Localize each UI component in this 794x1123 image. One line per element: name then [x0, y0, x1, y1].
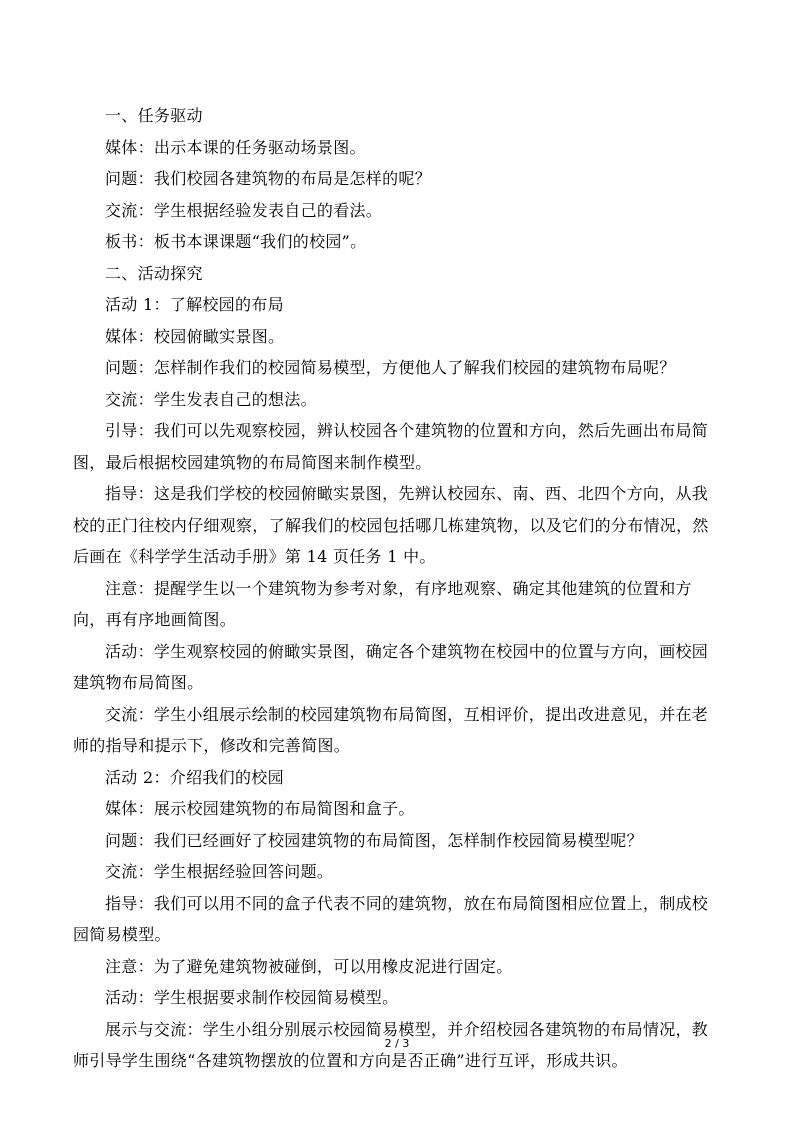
paragraph: 交流：学生小组展示绘制的校园建筑物布局简图，互相评价，提出改进意见，并在老师的指导和提示下，修改和完善简图。 — [73, 704, 709, 755]
paragraph: 活动：学生观察校园的俯瞰实景图，确定各个建筑物在校园中的位置与方向，画校园建筑物布局简图。 — [73, 641, 709, 692]
section-heading-activity-inquiry: 二、活动探究 — [105, 263, 203, 283]
paragraph: 媒体：出示本课的任务驱动场景图。 — [105, 137, 366, 157]
activity-heading-2: 活动 2：介绍我们的校园 — [105, 767, 284, 787]
paragraph: 展示与交流：学生小组分别展示校园简易模型，并介绍校园各建筑物的布局情况，教师引导学生围绕“各建筑物摆放的位置和方向是否正确”进行互评，形成共识。 — [73, 1019, 709, 1070]
paragraph: 注意：为了避免建筑物被碰倒，可以用橡皮泥进行固定。 — [105, 956, 513, 976]
activity-heading-1: 活动 1：了解校园的布局 — [105, 295, 284, 314]
paragraph: 媒体：校园俯瞰实景图。 — [105, 326, 285, 346]
paragraph: 注意：提醒学生以一个建筑物为参考对象，有序地观察、确定其他建筑的位置和方向，再有序地画简图。 — [73, 578, 692, 629]
paragraph: 交流：学生根据经验回答问题。 — [105, 862, 334, 881]
paragraph: 指导：这是我们学校的校园俯瞰实景图，先辨认校园东、南、西、北四个方向，从我校的正门往校内仔细观察，了解我们的校园包括哪几栋建筑物，以及它们的分布情况，然后画在《科学学生活动手册》第 14 页任务 1 中。 — [73, 484, 709, 566]
page-number: 2 / 3 — [384, 1037, 410, 1050]
paragraph: 板书：板书本课课题“我们的校园”。 — [105, 232, 367, 251]
paragraph: 交流：学生根据经验发表自己的看法。 — [105, 200, 383, 220]
section-heading-task-driven: 一、任务驱动 — [105, 106, 203, 125]
paragraph: 问题：怎样制作我们的校园简易模型，方便他人了解我们校园的建筑物布局呢？ — [105, 358, 676, 377]
paragraph: 指导：我们可以用不同的盒子代表不同的建筑物，放在布局简图相应位置上，制成校园简易模型。 — [73, 893, 709, 944]
paragraph: 问题：我们校园各建筑物的布局是怎样的呢？ — [105, 169, 432, 188]
paragraph: 交流：学生发表自己的想法。 — [105, 389, 317, 409]
paragraph: 媒体：展示校园建筑物的布局简图和盒子。 — [105, 799, 415, 818]
document-body — [73, 100, 721, 1077]
paragraph: 问题：我们已经画好了校园建筑物的布局简图，怎样制作校园简易模型呢？ — [105, 830, 643, 850]
paragraph: 引导：我们可以先观察校园，辨认校园各个建筑物的位置和方向，然后先画出布局简图，最后根据校园建筑物的布局简图来制作模型。 — [73, 421, 709, 472]
paragraph: 活动：学生根据要求制作校园简易模型。 — [105, 988, 399, 1007]
